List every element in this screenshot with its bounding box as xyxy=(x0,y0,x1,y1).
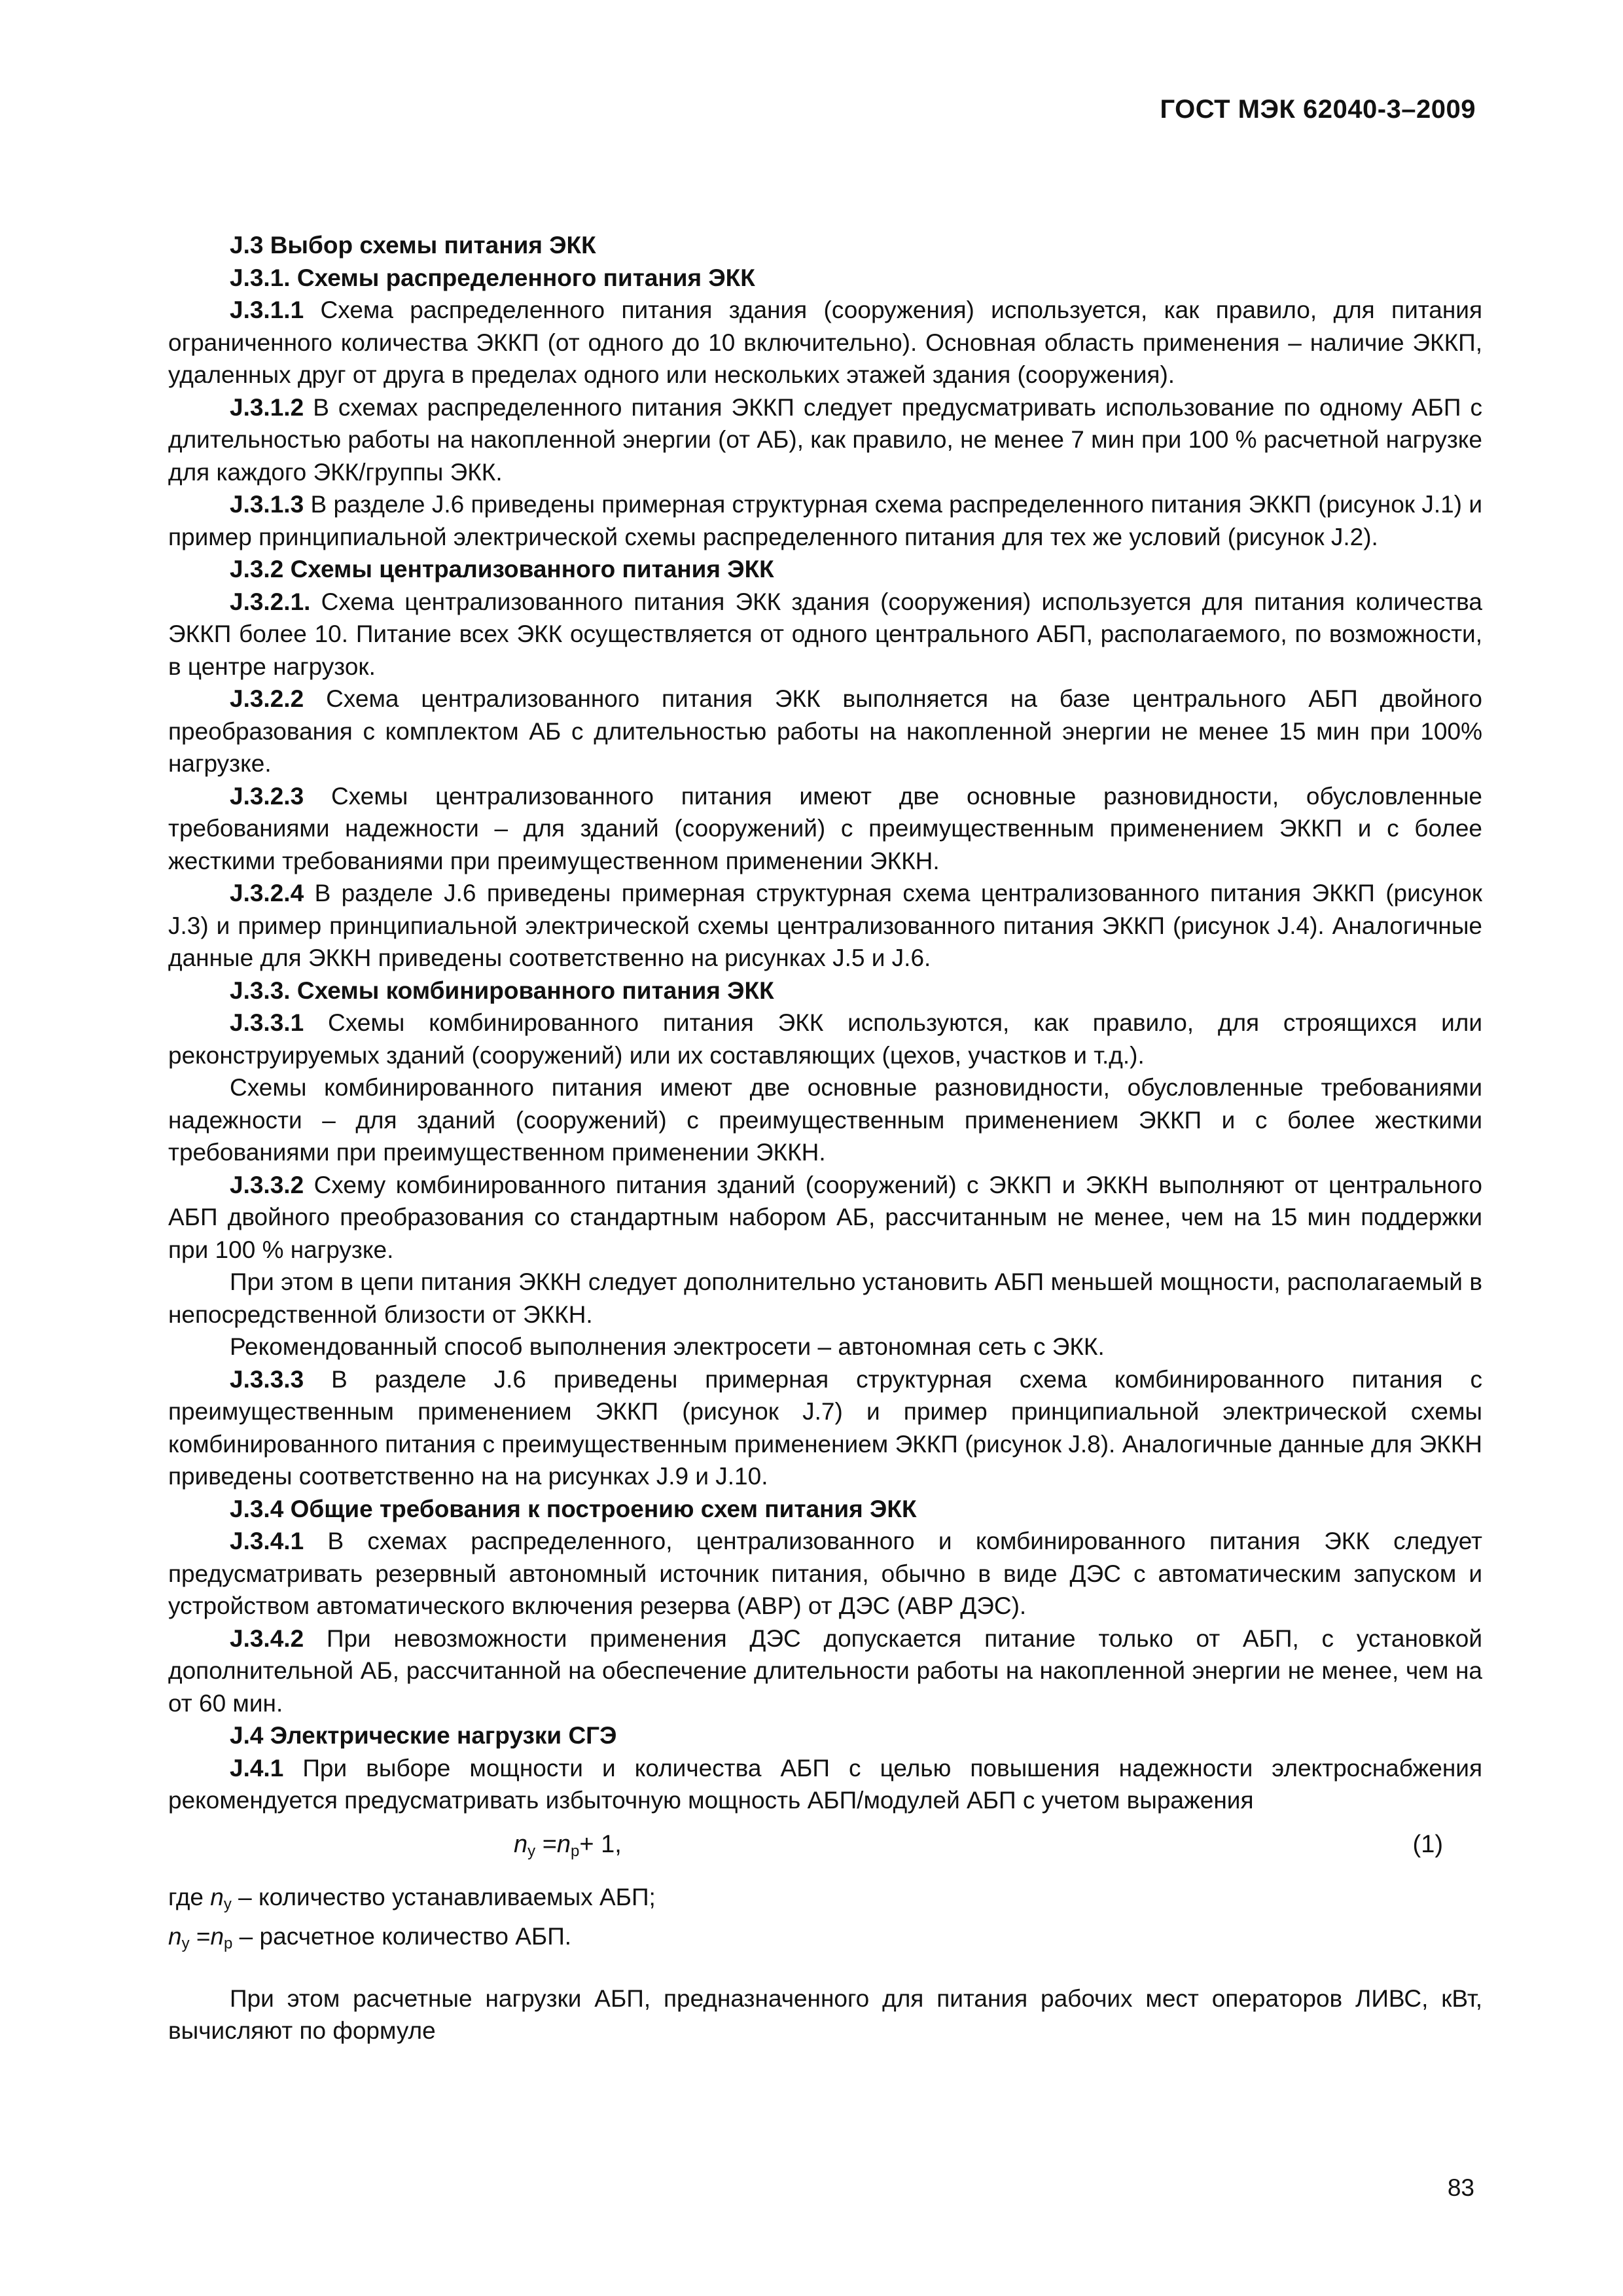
paragraph-text: В разделе J.6 приведены примерная структурная схема комбинированного питания с преимущественным применением ЭККП (рисунок J.7) и пример принципиальной электрической схемы комбинированного питания с преимущественным применением ЭККП (рисунок J.8). Аналогичные данные для ЭККН приведены соответственно на на рисунках J.9 и J.10. xyxy=(168,1365,1483,1490)
document-header: ГОСТ МЭК 62040-3–2009 xyxy=(1160,95,1476,124)
clause-number: J.3.3.2 xyxy=(230,1171,304,1198)
clause-number: J.3.2.4 xyxy=(230,880,304,906)
section-heading: J.3.2 Схемы централизованного питания ЭКК xyxy=(230,556,774,583)
paragraph-text: Схемы комбинированного питания имеют две основные разновидности, обусловленные требованиями надежности – для зданий (сооружений) с преимущественным применением ЭККП и с более жесткими требованиями при преимущественном применении ЭККН. xyxy=(168,1074,1482,1166)
body-paragraph xyxy=(168,1266,1482,1331)
clause-number: J.3.2.2 xyxy=(230,685,304,712)
formula-expression: $n_у =n_р+ 1$, xyxy=(514,1830,622,1860)
definition-ny: где $n_у$ – количество устанавливаемых АБП; xyxy=(168,1883,656,1913)
clause-number: J.3.3.1 xyxy=(230,1009,304,1036)
body-paragraph xyxy=(168,1007,1482,1071)
paragraph-text: Схему комбинированного питания зданий (сооружений) с ЭККП и ЭККН выполняют от центрального АБП двойного преобразования со стандартным набором АБ, рассчитанным не менее, чем на 15 мин поддержки при 100 % нагрузке. xyxy=(168,1171,1482,1263)
formula-definitions xyxy=(168,1881,1482,1960)
clause-number: J.3.3.3 xyxy=(230,1365,304,1393)
section-heading: J.3.4 Общие требования к построению схем питания ЭКК xyxy=(230,1495,917,1522)
formula-1 xyxy=(168,1826,1482,1865)
paragraph-text: Схемы комбинированного питания ЭКК используются, как правило, для строящихся или реконструируемых зданий (сооружений) или их составляющих (цехов, участков и т.д.). xyxy=(168,1009,1482,1069)
body-paragraph xyxy=(168,391,1482,489)
paragraph-text: Схема распределенного питания здания (сооружения) используется, как правило, для питания ограниченного количества ЭККП (от одного до 10 включительно). Основная область применения – наличие ЭККП, удаленных друг от друга в пределах одного или нескольких этажей здания (сооружения). xyxy=(168,296,1483,388)
paragraph-list xyxy=(168,229,1482,1817)
paragraph-text: Схема централизованного питания ЭКК выполняется на базе центрального АБП двойного преобразования с комплектом АБ с длительностью работы на накопленной энергии не менее 15 мин при 100% нагрузке. xyxy=(168,685,1483,777)
body-paragraph xyxy=(168,294,1482,391)
document-body xyxy=(168,229,1482,2047)
body-paragraph xyxy=(168,1071,1482,1169)
page-number: 83 xyxy=(1447,2174,1474,2201)
clause-number: J.3.1.3 xyxy=(230,491,304,518)
formula-number: (1) xyxy=(1412,1830,1443,1858)
body-paragraph xyxy=(168,683,1482,780)
clause-number: J.3.4.2 xyxy=(230,1624,304,1652)
clause-number: J.3.2.3 xyxy=(230,782,304,810)
section-heading: J.3 Выбор схемы питания ЭКК xyxy=(230,232,596,259)
paragraph-text: При выборе мощности и количества АБП с целью повышения надежности электроснабжения рекомендуется предусматривать избыточную мощность АБП/модулей АБП с учетом выражения xyxy=(168,1754,1482,1814)
paragraph-text: В разделе J.6 приведены примерная структурная схема распределенного питания ЭККП (рисунок J.1) и пример принципиальной электрической схемы распределенного питания для тех же условий (рисунок J.2). xyxy=(168,491,1482,550)
paragraph-text: В схемах распределенного питания ЭККП следует предусматривать использование по одному АБП с длительностью работы на накопленной энергии (от АБ), как правило, не менее 7 мин при 100 % расчетной нагрузке для каждого ЭКК/группы ЭКК. xyxy=(168,393,1482,486)
final-paragraph: При этом расчетные нагрузки АБП, предназначенного для питания рабочих мест операторов ЛИВС, кВт, вычисляют по формуле xyxy=(168,1984,1482,2044)
definition-np: $n_у =n_р$ – расчетное количество АБП. xyxy=(168,1923,572,1952)
paragraph-text: Схема централизованного питания ЭКК здания (сооружения) используется для питания количества ЭККП более 10. Питание всех ЭКК осуществляется от одного центрального АБП, располагаемого, по возможности, в центре нагрузок. xyxy=(168,588,1482,680)
body-paragraph xyxy=(168,877,1482,975)
section-heading: J.3.1. Схемы распределенного питания ЭКК xyxy=(230,264,755,291)
paragraph-text: В схемах распределенного, централизованного и комбинированного питания ЭКК следует предусматривать резервный автономный источник питания, обычно в виде ДЭС с автоматическим запуском и устройством автоматического включения резерва (АВР) от ДЭС (АВР ДЭС). xyxy=(168,1528,1483,1619)
clause-number: J.3.2.1. xyxy=(230,588,311,615)
body-paragraph xyxy=(168,1752,1482,1817)
paragraph-text: При этом в цепи питания ЭККН следует дополнительно установить АБП меньшей мощности, располагаемый в непосредственной близости от ЭККН. xyxy=(168,1268,1482,1328)
clause-number: J.3.4.1 xyxy=(230,1528,304,1554)
clause-number: J.4.1 xyxy=(230,1754,284,1782)
body-paragraph xyxy=(168,586,1482,683)
section-heading: J.3.3. Схемы комбинированного питания ЭКК xyxy=(230,977,774,1004)
body-paragraph xyxy=(168,1169,1482,1266)
paragraph-text: При невозможности применения ДЭС допускается питание только от АБП, с установкой дополнительной АБ, рассчитанной на обеспечение длительности работы на накопленной энергии не менее, чем на от 60 мин. xyxy=(168,1624,1482,1717)
body-paragraph xyxy=(168,1525,1482,1623)
clause-number: J.3.1.2 xyxy=(230,393,304,421)
body-paragraph xyxy=(168,488,1482,553)
body-paragraph xyxy=(168,1363,1482,1493)
paragraph-text: В разделе J.6 приведены примерная структурная схема централизованного питания ЭККП (рисунок J.3) и пример принципиальной электрической схемы централизованного питания ЭККП (рисунок J.4). Аналогичные данные для ЭККН приведены соответственно на рисунках J.5 и J.6. xyxy=(168,880,1482,971)
body-paragraph xyxy=(168,1331,1482,1363)
clause-number: J.3.1.1 xyxy=(230,296,304,323)
section-heading: J.4 Электрические нагрузки СГЭ xyxy=(230,1722,617,1749)
paragraph-text: Рекомендованный способ выполнения электросети – автономная сеть с ЭКК. xyxy=(230,1333,1105,1360)
body-paragraph xyxy=(168,780,1482,878)
body-paragraph xyxy=(168,1623,1482,1720)
paragraph-text: Схемы централизованного питания имеют две основные разновидности, обусловленные требованиями надежности – для зданий (сооружений) с преимущественным применением ЭККП и с более жесткими требованиями при преимущественном применении ЭККН. xyxy=(168,782,1483,874)
